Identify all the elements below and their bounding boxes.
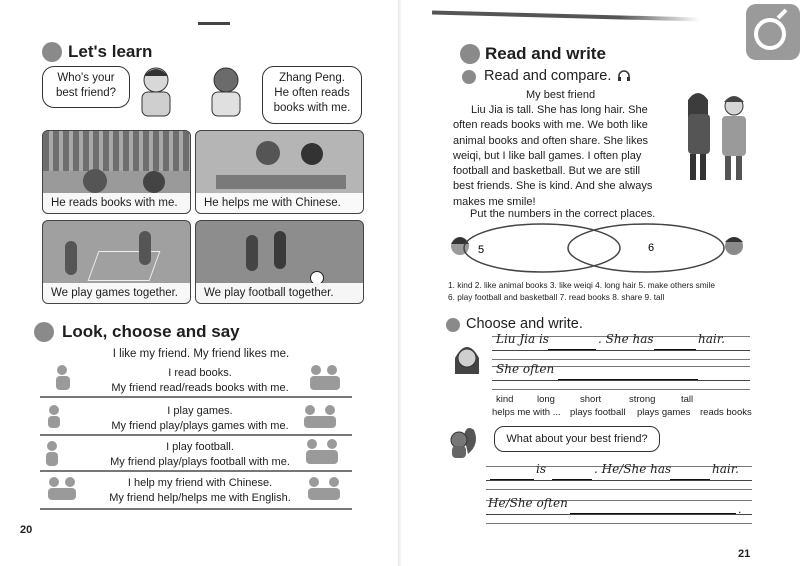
story-line: football and basketball. But we are still — [453, 165, 641, 178]
row1-line2: My friend read/reads books with me. — [111, 382, 289, 394]
figure-icon — [307, 439, 317, 449]
bubble-right-line1: Zhang Peng. — [279, 72, 345, 84]
boy1-body — [142, 92, 170, 116]
guide-line — [492, 350, 750, 351]
bubble-right-line2: He often reads — [274, 87, 350, 99]
blank-line[interactable] — [570, 513, 736, 514]
photo-helping — [195, 130, 364, 214]
story-line: makes me smile! — [453, 195, 536, 208]
speech-bubble-left — [42, 66, 130, 108]
guide-line — [486, 514, 752, 515]
look-choose-intro: I like my friend. My friend likes me. — [112, 348, 290, 360]
venn-left-ellipse — [464, 224, 620, 272]
squirrel-icon — [446, 424, 480, 460]
row3-line2: My friend play/plays football with me. — [110, 456, 290, 468]
guide-line — [492, 380, 750, 381]
corner-tab-icon — [742, 4, 800, 60]
figure-icon — [57, 365, 67, 375]
write-line1-mid: . She has — [598, 332, 654, 346]
sub-bullet-icon — [462, 70, 476, 84]
girl-avatar-icon — [452, 340, 482, 376]
blank-line[interactable] — [552, 479, 592, 480]
top-stroke — [432, 10, 700, 21]
word-option[interactable]: reads books — [700, 407, 752, 418]
venn-options-line2: 6. play football and basketball 7. read books 8. share 9. tall — [448, 292, 665, 302]
row3-line1: I play football. — [166, 441, 234, 453]
headphones-icon[interactable] — [617, 70, 631, 82]
venn-right-ellipse — [568, 224, 724, 272]
bubble-right-line3: books with me. — [273, 102, 351, 114]
blank-line[interactable] — [490, 479, 534, 480]
read-compare-subtitle: Read and compare. — [484, 68, 612, 84]
section-bullet-icon — [460, 44, 480, 64]
blank-line[interactable] — [548, 349, 596, 350]
caption-play-football: We play football together. — [196, 283, 363, 303]
venn-instruction: Put the numbers in the correct places. — [470, 208, 656, 220]
word-option[interactable]: strong — [629, 394, 656, 405]
word-option[interactable]: plays games — [637, 407, 691, 418]
venn-left-number: 5 — [478, 244, 485, 256]
word-option[interactable]: helps me with ... — [492, 407, 561, 418]
write-line3-b: . He/She has — [594, 462, 672, 476]
boy2-body — [212, 92, 240, 116]
page-number-left: 20 — [20, 524, 33, 536]
boy1-hair — [144, 69, 168, 76]
caption-play-games: We play games together. — [43, 283, 190, 303]
bubble-left-line2: best friend? — [55, 87, 117, 99]
word-option[interactable]: kind — [496, 394, 514, 405]
story-line: often reads books with me. We both like — [453, 119, 648, 132]
blank-line[interactable] — [670, 479, 710, 480]
row1-line1: I read books. — [168, 367, 232, 379]
word-option[interactable]: plays football — [570, 407, 626, 418]
word-option[interactable]: short — [580, 394, 602, 405]
figure-icon — [47, 441, 57, 451]
write-line2-start: She often — [496, 362, 555, 376]
write-line1-end: hair. — [698, 332, 725, 346]
write-line1-start: Liu Jia is — [496, 332, 549, 346]
write-line4-a: He/She often — [488, 496, 568, 510]
section-bullet-icon — [34, 322, 54, 342]
figure-icon — [309, 477, 319, 487]
figure-icon — [49, 405, 59, 415]
photo-games — [42, 220, 191, 304]
two-girls-illustration — [676, 86, 758, 186]
question-bubble: What about your best friend? — [494, 426, 660, 452]
photo-football — [195, 220, 364, 304]
top-dash — [198, 22, 230, 25]
read-write-title: Read and write — [485, 44, 606, 63]
speech-bubble-right — [262, 66, 362, 124]
row2-line2: My friend play/plays games with me. — [111, 420, 289, 432]
row-divider — [40, 508, 352, 510]
venn-diagram — [448, 222, 748, 276]
caption-helps-chinese: He helps me with Chinese. — [196, 193, 363, 213]
write-line3-a: is — [536, 462, 546, 476]
figure-icon — [49, 477, 59, 487]
figure-icon — [310, 376, 340, 390]
section-bullet-icon — [42, 42, 62, 62]
story-text — [453, 103, 665, 210]
venn-right-number: 6 — [648, 242, 655, 254]
row2-line1: I play games. — [167, 405, 233, 417]
write-line3-c: hair. — [712, 462, 739, 476]
activity-figures — [40, 364, 352, 504]
word-option[interactable]: tall — [681, 394, 694, 405]
bubble-left-line1: Who's your — [57, 72, 115, 84]
photo-reading — [42, 130, 191, 214]
boy2-head — [214, 68, 238, 92]
choose-write-title: Choose and write. — [466, 316, 583, 332]
caption-reads-books: He reads books with me. — [43, 193, 190, 213]
story-line: animal books and often share. She likes — [453, 134, 649, 147]
period-mark: . — [738, 502, 742, 516]
lets-learn-title: Let's learn — [68, 42, 153, 61]
story-line: weiqi, but I like ball games. I often play — [453, 149, 642, 162]
figure-icon — [305, 405, 315, 415]
sub-bullet-icon — [446, 318, 460, 332]
figure-icon — [311, 365, 321, 375]
guide-line — [492, 359, 750, 360]
row4-line2: My friend help/helps me with English. — [109, 492, 291, 504]
row4-line1: I help my friend with Chinese. — [127, 477, 273, 489]
page-number-right: 21 — [738, 548, 751, 560]
look-choose-title: Look, choose and say — [62, 322, 240, 341]
blank-line[interactable] — [654, 349, 696, 350]
word-option[interactable]: long — [537, 394, 555, 405]
blank-line[interactable] — [558, 379, 698, 380]
venn-options-line1: 1. kind 2. like animal books 3. like weiqi 4. long hair 5. make others smile — [448, 280, 716, 290]
story-line: Liu Jia is tall. She has long hair. She — [471, 104, 648, 116]
guide-line — [486, 523, 752, 524]
story-line: best friends. She is kind. And she always — [453, 180, 653, 193]
figure-icon — [56, 376, 70, 390]
guide-line — [486, 489, 752, 490]
page-spine — [398, 0, 402, 566]
guide-line — [492, 389, 750, 390]
story-title: My best friend — [526, 89, 596, 101]
two-boys-illustration — [130, 58, 260, 118]
guide-line — [486, 480, 752, 481]
